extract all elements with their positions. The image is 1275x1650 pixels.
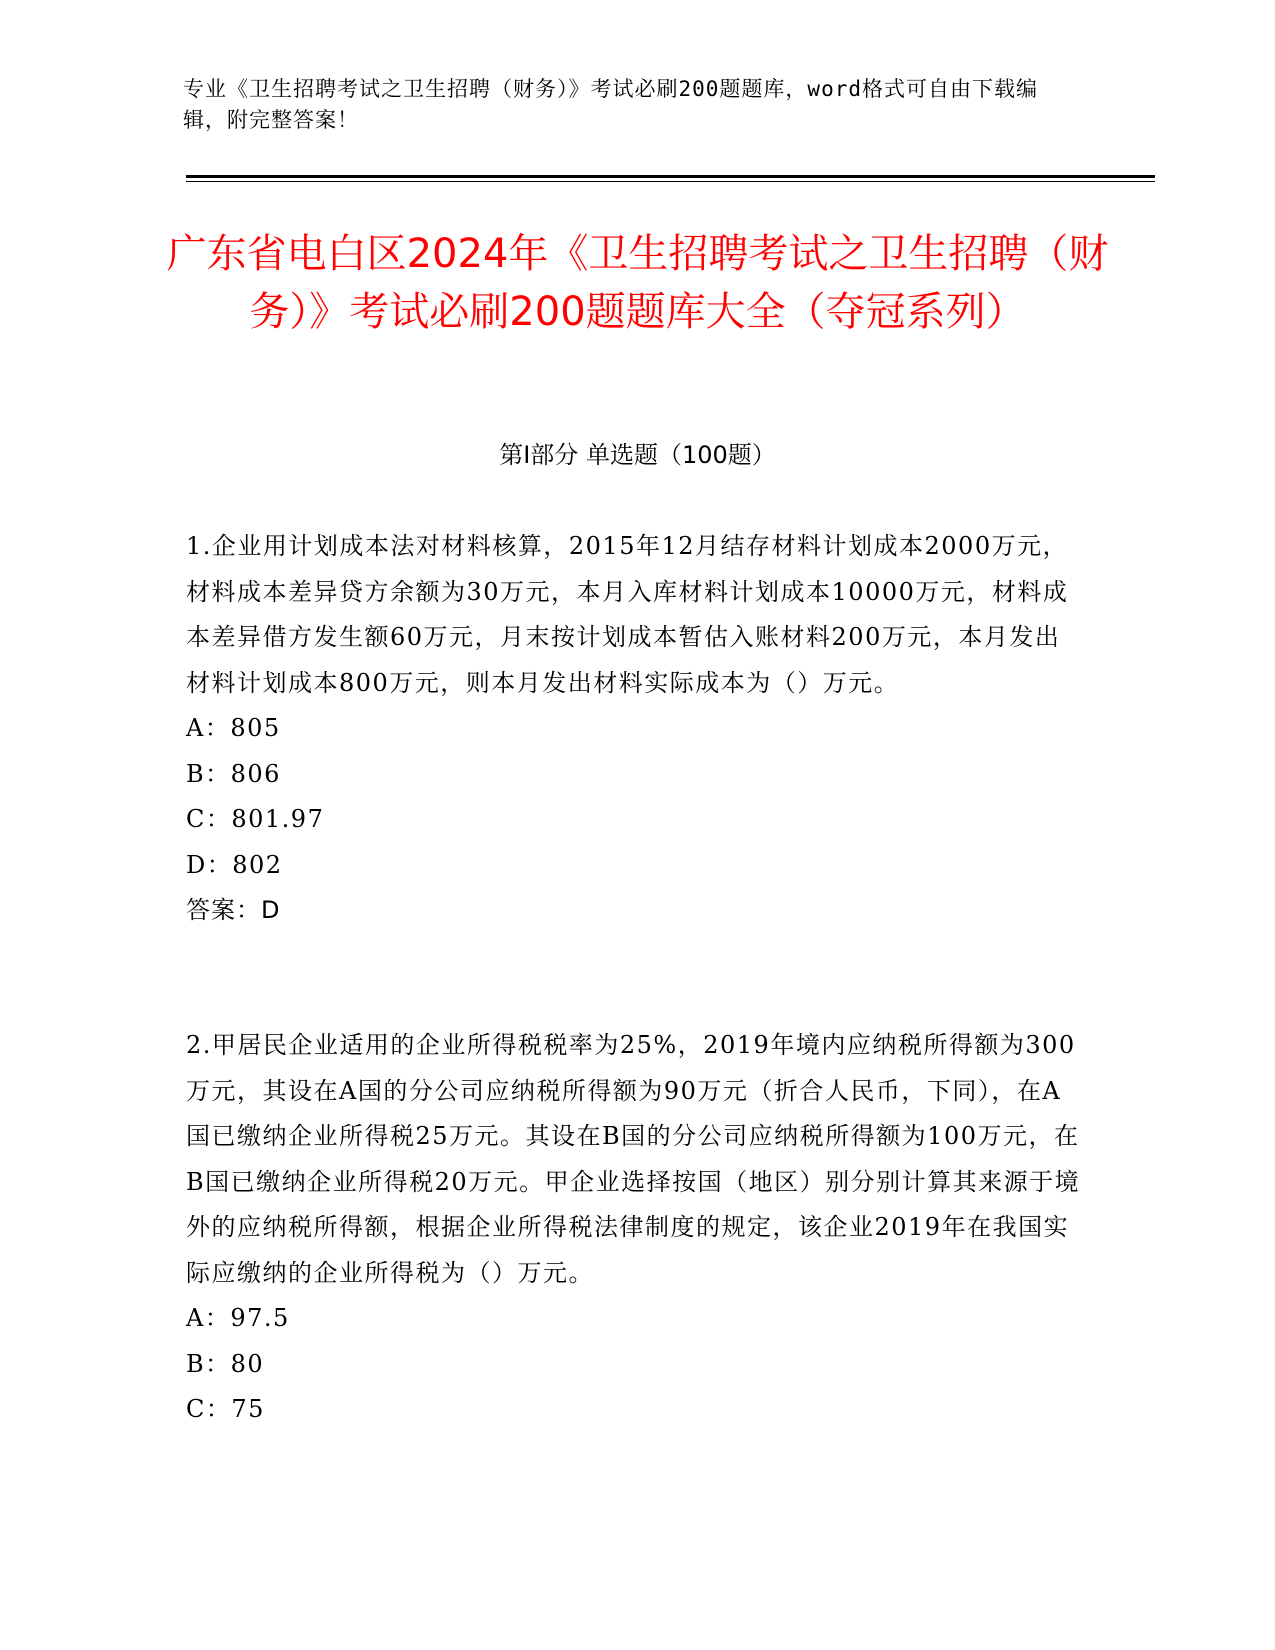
option-list	[186, 706, 1081, 888]
header-rule-thick	[186, 175, 1155, 178]
answer-label: 答案：D	[186, 896, 281, 924]
option-a: A：805	[186, 714, 281, 742]
option-d: D：802	[186, 850, 283, 879]
option-b: B：80	[186, 1349, 265, 1378]
option-c: C：75	[186, 1395, 265, 1423]
question-2	[186, 1023, 1081, 1433]
question-stem: 2.甲居民企业适用的企业所得税税率为25%，2019年境内应纳税所得额为300万元，其设在A国的分公司应纳税所得额为90万元（折合人民币，下同），在A国已缴纳企业所得税25万元。其设在B国的分公司应纳税所得额为100万元，在B国已缴纳企业所得税20万元。甲企业选择按国（地区）别分别计算其来源于境外的应纳税所得额，根据企业所得税法律制度的规定，该企业2019年在我国实际应缴纳的企业所得税为（）万元。	[186, 1031, 1081, 1287]
document-title: 广东省电白区2024年《卫生招聘考试之卫生招聘（财务）》考试必刷200题题库大全（夺冠系列）	[166, 231, 1109, 335]
question-1	[186, 524, 1081, 934]
option-c: C：801.97	[186, 805, 325, 833]
question-stem: 1.企业用计划成本法对材料核算，2015年12月结存材料计划成本2000万元，材料成本差异贷方余额为30万元，本月入库材料计划成本10000万元，材料成本差异借方发生额60万元，月末按计划成本暂估入账材料200万元，本月发出材料计划成本800万元，则本月发出材料实际成本为（）万元。	[186, 532, 1069, 697]
option-a: A：97.5	[186, 1304, 290, 1332]
section-heading: 第I部分 单选题（100题）	[499, 441, 776, 469]
header-rule-thin	[186, 181, 1155, 182]
option-list	[186, 1296, 1081, 1433]
header-note: 专业《卫生招聘考试之卫生招聘（财务）》考试必刷200题题库，word格式可自由下载编辑，附完整答案！	[183, 77, 1038, 132]
option-b: B：806	[186, 759, 281, 788]
